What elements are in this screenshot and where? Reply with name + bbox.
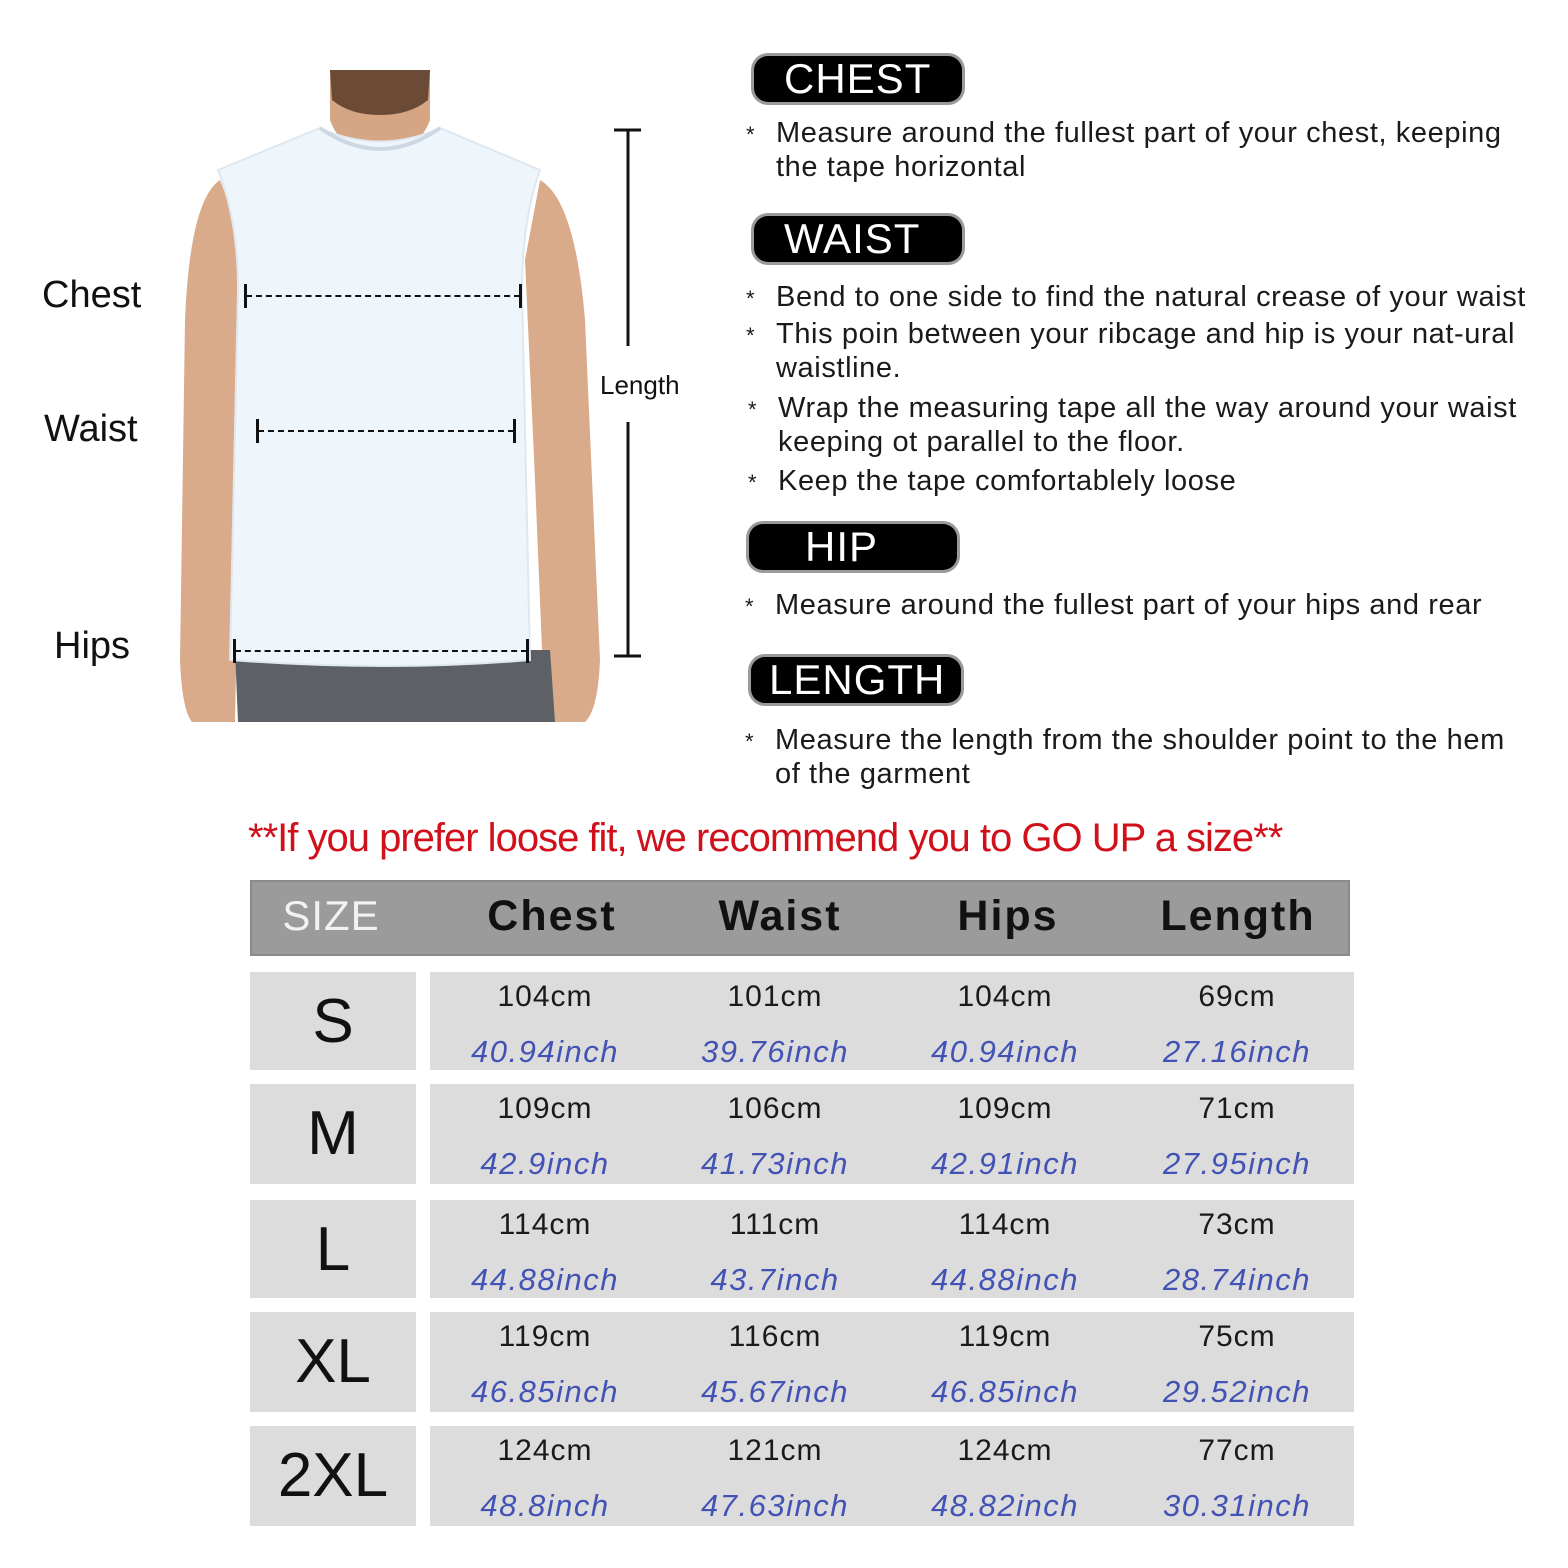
- size-cell: 2XL: [250, 1426, 416, 1526]
- waist-cell: 106cm 41.73inch: [701, 1092, 849, 1181]
- data-cells: [430, 972, 1354, 1070]
- header-length: Length: [1160, 892, 1316, 940]
- table-row-xl: [250, 1312, 1356, 1412]
- hips-cell: 114cm 44.88inch: [931, 1208, 1079, 1297]
- table-row-l: [250, 1200, 1356, 1298]
- table-row-s: [250, 972, 1356, 1070]
- bullet-star-icon: *: [748, 470, 758, 495]
- hips-cell: 119cm 46.85inch: [931, 1320, 1079, 1409]
- table-row-2xl: [250, 1426, 1356, 1526]
- hips-cell: 104cm 40.94inch: [931, 980, 1079, 1069]
- header-size: SIZE: [282, 892, 380, 939]
- size-cell: S: [250, 972, 416, 1070]
- header-chest: Chest: [487, 892, 617, 940]
- length-cell: 73cm 28.74inch: [1163, 1208, 1311, 1297]
- header-waist: Waist: [718, 892, 842, 940]
- table-row-m: [250, 1084, 1356, 1184]
- bullet-star-icon: *: [746, 323, 756, 348]
- size-cell: M: [250, 1084, 416, 1184]
- bullet-star-icon: *: [748, 397, 758, 422]
- chest-cell: 124cm 48.8inch: [480, 1434, 610, 1523]
- fit-recommendation-note: **If you prefer loose fit, we recommend you to GO UP a size**: [248, 816, 1283, 860]
- model-right-arm: [525, 180, 600, 722]
- data-cells: [430, 1312, 1354, 1412]
- waist-bullet-2: * This poin between your ribcage and hip is your nat-ural waistline.: [746, 318, 1516, 384]
- waist-label: Waist: [44, 408, 138, 450]
- bullet-star-icon: *: [746, 286, 756, 311]
- data-cells: [430, 1084, 1354, 1184]
- hips-label: Hips: [54, 625, 131, 667]
- chest-cell: 114cm 44.88inch: [471, 1208, 619, 1297]
- model-figure: [130, 60, 680, 725]
- chest-bullet: * Measure around the fullest part of your chest, keeping the tape horizontal: [746, 117, 1502, 183]
- waist-bullet-3: * Wrap the measuring tape all the way around your waist keeping ot parallel to the floor.: [748, 392, 1517, 458]
- hip-bullet: * Measure around the fullest part of your hips and rear: [775, 588, 1555, 622]
- chest-cell: 104cm 40.94inch: [471, 980, 619, 1069]
- waist-bullet-4: * Keep the tape comfortablely loose: [778, 464, 1548, 498]
- table-header: [250, 880, 1350, 956]
- waist-cell: 121cm 47.63inch: [701, 1434, 849, 1523]
- waist-heading: WAIST: [754, 216, 962, 262]
- chest-cell: 109cm 42.9inch: [480, 1092, 610, 1181]
- chest-heading: CHEST: [754, 56, 962, 102]
- data-cells: [430, 1200, 1354, 1298]
- waist-cell: 101cm 39.76inch: [701, 980, 849, 1069]
- length-cell: 77cm 30.31inch: [1163, 1434, 1311, 1523]
- size-cell: L: [250, 1200, 416, 1298]
- bullet-star-icon: *: [746, 122, 756, 147]
- chest-label: Chest: [42, 274, 142, 316]
- chest-measure-line: [246, 295, 520, 297]
- length-label: Length: [600, 370, 680, 400]
- hips-cell: 124cm 48.82inch: [931, 1434, 1079, 1523]
- length-cell: 75cm 29.52inch: [1163, 1320, 1311, 1409]
- length-bullet: * Measure the length from the shoulder point to the hem of the garment: [745, 724, 1505, 790]
- bullet-star-icon: *: [745, 594, 755, 619]
- waist-bullet-1: * Bend to one side to find the natural crease of your waist: [776, 280, 1556, 314]
- bullet-star-icon: *: [745, 729, 755, 754]
- model-shirt: [218, 128, 540, 666]
- data-cells: [430, 1426, 1354, 1526]
- length-cell: 69cm 27.16inch: [1163, 980, 1311, 1069]
- hips-cell: 109cm 42.91inch: [931, 1092, 1079, 1181]
- waist-cell: 111cm 43.7inch: [710, 1208, 840, 1297]
- waist-cell: 116cm 45.67inch: [701, 1320, 849, 1409]
- header-hips: Hips: [957, 892, 1059, 940]
- model-tank-top-illustration: [130, 60, 650, 725]
- length-heading: LENGTH: [751, 657, 961, 703]
- size-cell: XL: [250, 1312, 416, 1412]
- hips-measure-line: [235, 650, 527, 652]
- hip-heading: HIP: [749, 524, 957, 570]
- length-cell: 71cm 27.95inch: [1163, 1092, 1311, 1181]
- waist-measure-line: [258, 430, 514, 432]
- chest-cell: 119cm 46.85inch: [471, 1320, 619, 1409]
